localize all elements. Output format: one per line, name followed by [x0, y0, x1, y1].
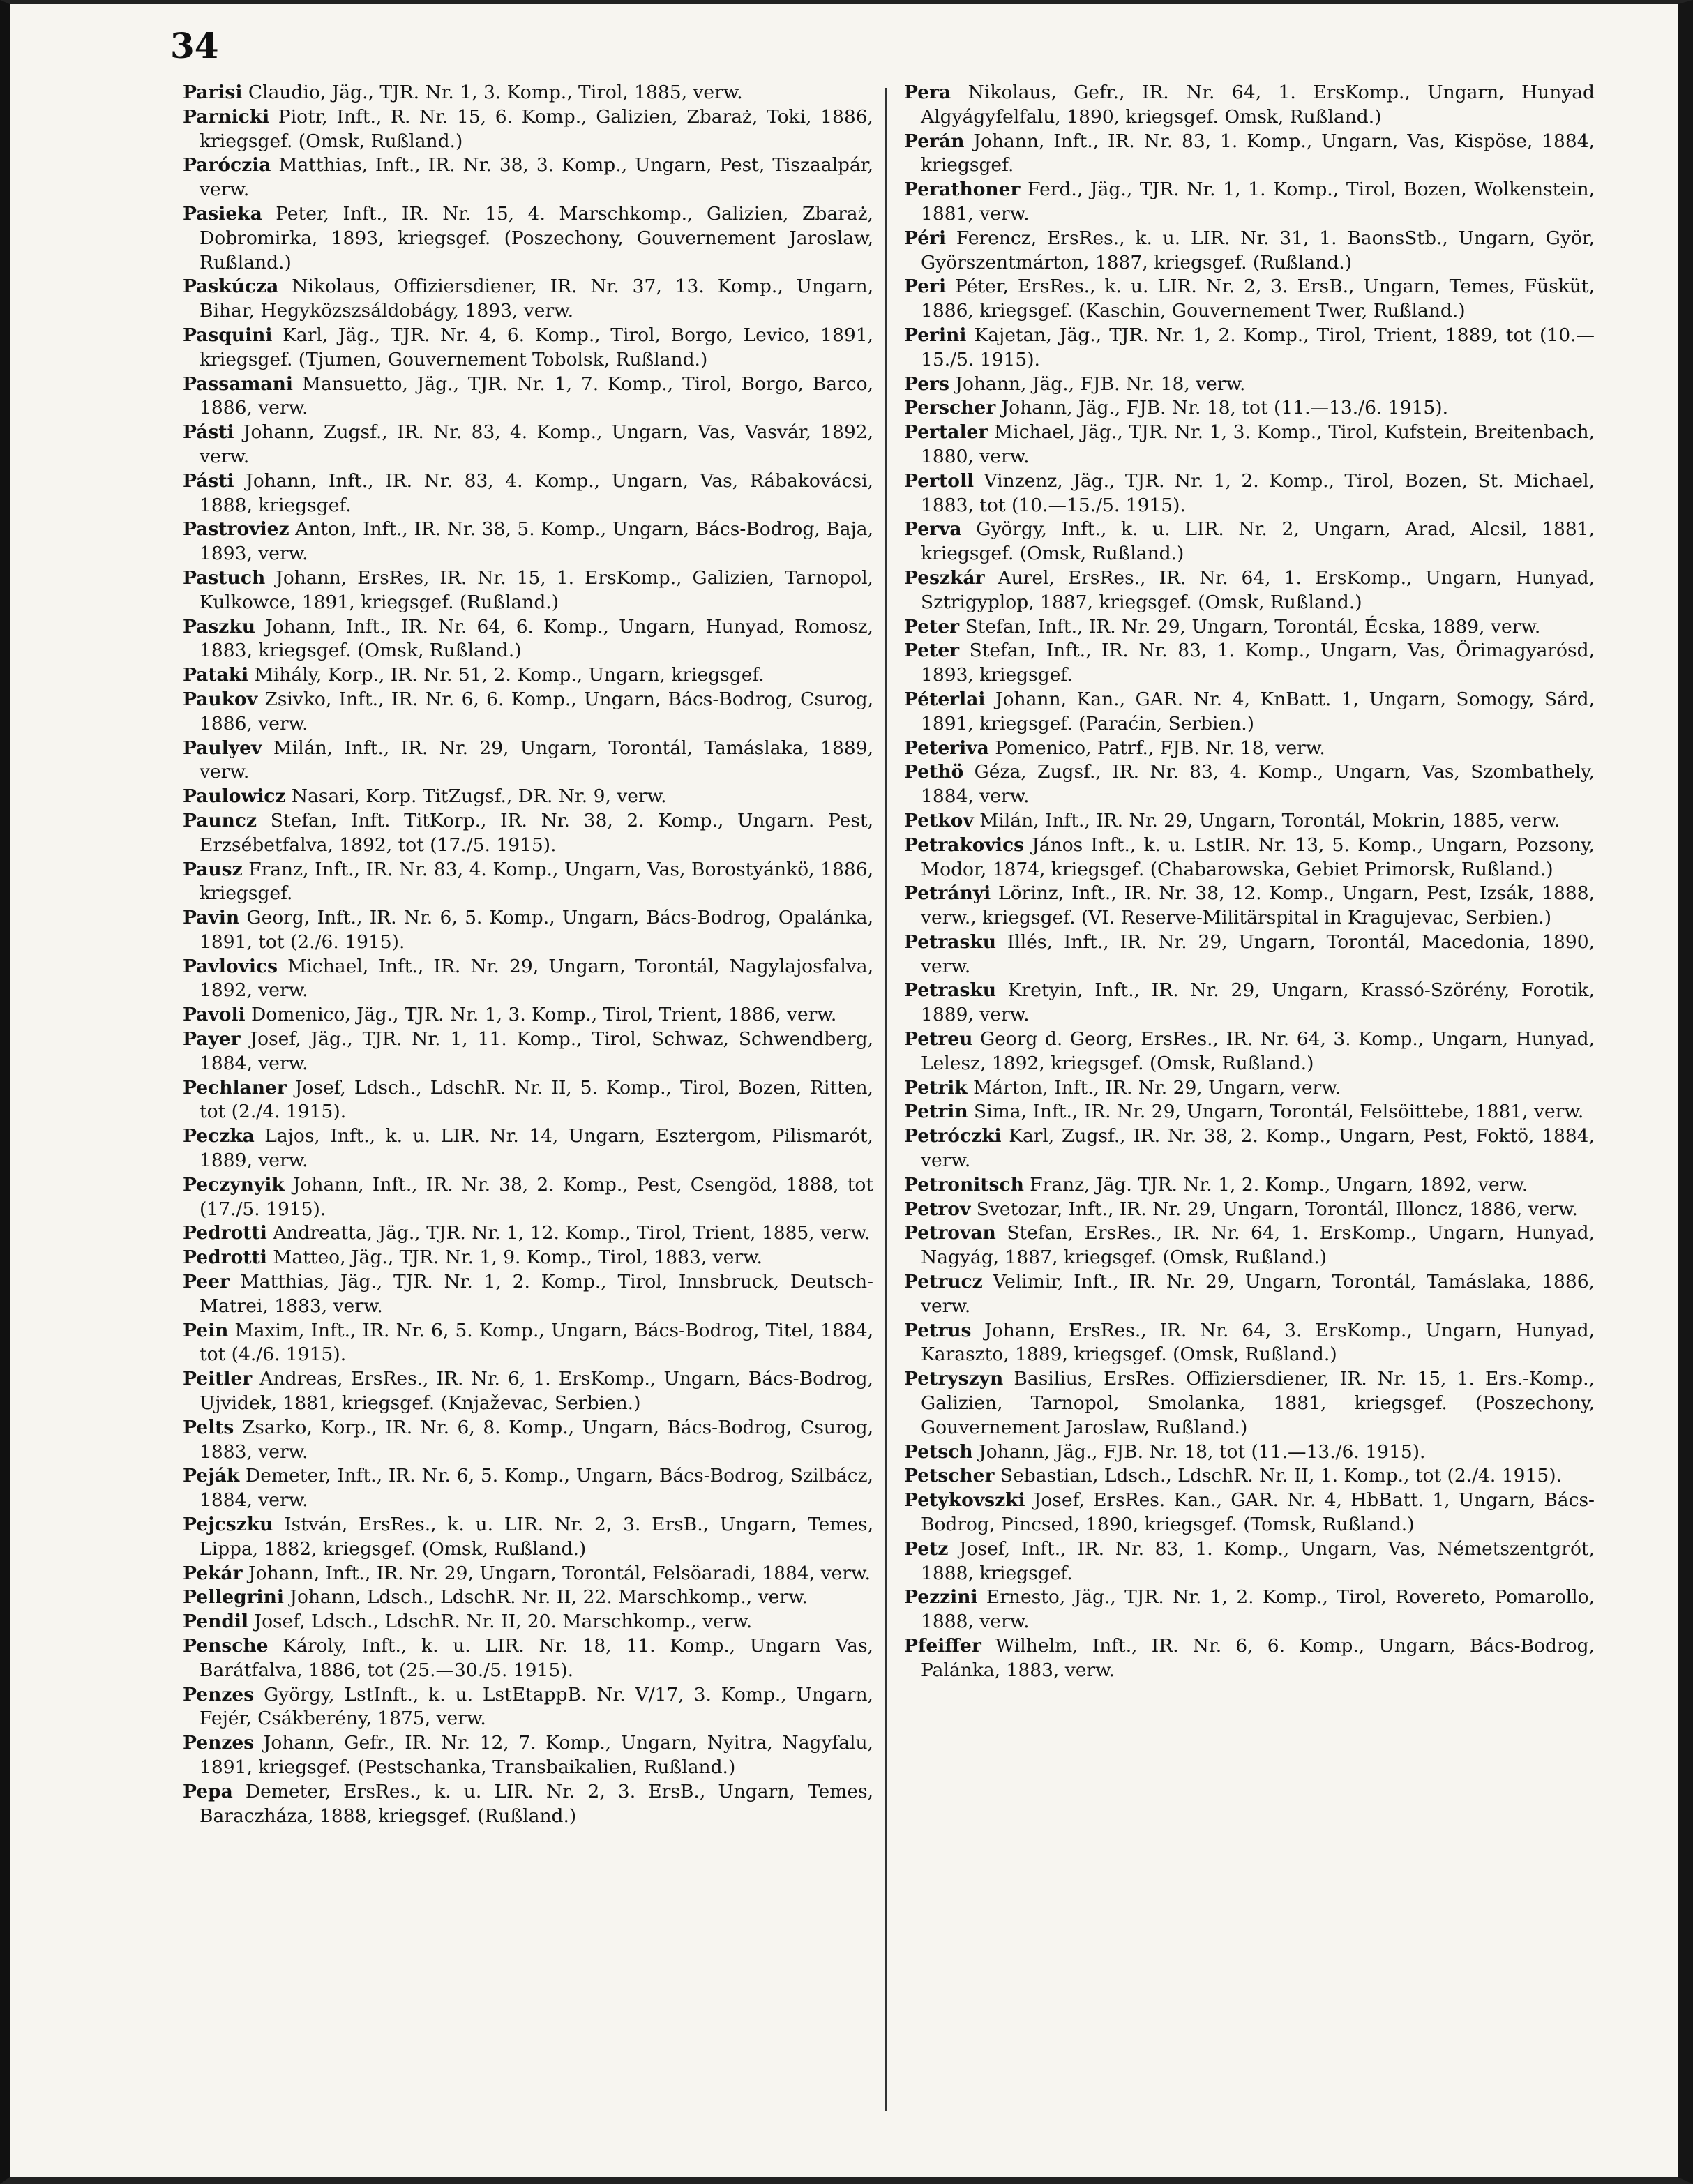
list-entry [904, 1440, 1595, 1465]
entry-details: Maxim, Inft., IR. Nr. 6, 5. Komp., Ungarn, Bács-Bodrog, Titel, 1884, tot (4./6. 1915). [200, 1319, 873, 1366]
entry-surname: Pasquini [183, 324, 273, 346]
list-entry [183, 858, 873, 907]
entry-details: Johann, Inft., IR. Nr. 64, 6. Komp., Ungarn, Hunyad, Romosz, 1883, kriegsgef. (Omsk, Rußland.) [200, 615, 873, 662]
list-entry [183, 1586, 873, 1610]
list-entry [183, 324, 873, 372]
entry-details: Nikolaus, Gefr., IR. Nr. 64, 1. ErsKomp., Ungarn, Hunyad Algyágyfelfalu, 1890, kriegsgef. Omsk, Rußland.) [921, 82, 1595, 128]
list-entry [904, 1198, 1595, 1222]
entry-details: Johann, Inft., IR. Nr. 38, 2. Komp., Pest, Csengöd, 1888, tot (17./5. 1915). [200, 1173, 873, 1220]
list-entry [183, 518, 873, 566]
entry-surname: Parnicki [183, 105, 270, 128]
entry-surname: Peer [183, 1271, 230, 1293]
entry-details: Demeter, ErsRes., k. u. LIR. Nr. 2, 3. ErsB., Ungarn, Temes, Baraczháza, 1888, kriegsgef. (Rußland.) [200, 1780, 873, 1827]
entry-surname: Petrus [904, 1319, 972, 1341]
entry-details: Ferd., Jäg., TJR. Nr. 1, 1. Komp., Tirol, Bozen, Wolkenstein, 1881, verw. [921, 179, 1595, 225]
list-entry [183, 906, 873, 955]
list-entry [183, 1780, 873, 1829]
entry-surname: Peri [904, 276, 947, 298]
entry-details: Kretyin, Inft., IR. Nr. 29, Ungarn, Krassó-Szörény, Forotik, 1889, verw. [921, 979, 1595, 1026]
entry-details: Ernesto, Jäg., TJR. Nr. 1, 2. Komp., Tirol, Rovereto, Pomarollo, 1888, verw. [921, 1586, 1595, 1633]
entry-details: Johann, ErsRes, IR. Nr. 15, 1. ErsKomp., Galizien, Tarnopol, Kulkowce, 1891, kriegsgef. (Rußland.) [200, 566, 873, 613]
list-entry [183, 1683, 873, 1732]
list-entry [183, 1731, 873, 1780]
list-entry [183, 372, 873, 421]
entry-details: Johann, Ldsch., LdschR. Nr. II, 22. Marschkomp., verw. [283, 1586, 808, 1609]
list-entry [904, 979, 1595, 1027]
entry-details: Johann, Jäg., FJB. Nr. 18, tot (11.—13./6. 1915). [995, 397, 1449, 419]
entry-surname: Paukov [183, 688, 258, 710]
entry-details: Peter, Inft., IR. Nr. 15, 4. Marschkomp., Galizien, Zbaraż, Dobromirka, 1893, kriegsgef. (Poszechony, Gouvernement Jaroslaw, Rußland.) [200, 202, 873, 273]
left-column [183, 81, 873, 1828]
entry-surname: Peczka [183, 1125, 255, 1147]
entry-surname: Penzes [183, 1683, 255, 1705]
entry-details: Wilhelm, Inft., IR. Nr. 6, 6. Komp., Ungarn, Bács-Bodrog, Palánka, 1883, verw. [921, 1635, 1595, 1681]
list-entry [183, 663, 873, 688]
entry-surname: Petkov [904, 809, 974, 831]
entry-surname: Peter [904, 615, 960, 638]
entry-surname: Pásti [183, 469, 234, 492]
entry-details: Johann, Kan., GAR. Nr. 4, KnBatt. 1, Ungarn, Somogy, Sárd, 1891, kriegsgef. (Paraćin, Serbien.) [921, 688, 1595, 735]
entry-surname: Petrasku [904, 931, 996, 953]
entry-details: Ferencz, ErsRes., k. u. LIR. Nr. 31, 1. BaonsStb., Ungarn, Györ, Györszentmárton, 1887, kriegsgef. (Rußland.) [921, 227, 1595, 273]
list-entry [183, 566, 873, 615]
entry-details: Velimir, Inft., IR. Nr. 29, Ungarn, Torontál, Tamáslaka, 1886, verw. [921, 1271, 1595, 1317]
entry-details: Josef, Ldsch., LdschR. Nr. II, 5. Komp., Tirol, Bozen, Ritten, tot (2./4. 1915). [200, 1076, 873, 1123]
list-entry [904, 1076, 1595, 1101]
entry-details: Svetozar, Inft., IR. Nr. 29, Ungarn, Torontál, Illoncz, 1886, verw. [970, 1198, 1578, 1220]
entry-surname: Paulyev [183, 737, 262, 759]
entry-surname: Pelts [183, 1416, 234, 1438]
list-entry [904, 1319, 1595, 1368]
list-entry [904, 566, 1595, 615]
list-entry [904, 1367, 1595, 1440]
list-entry [904, 737, 1595, 761]
entry-details: Michael, Jäg., TJR. Nr. 1, 3. Komp., Tirol, Kufstein, Breitenbach, 1880, verw. [921, 421, 1595, 467]
list-entry [183, 1562, 873, 1586]
entry-surname: Pasieka [183, 202, 262, 225]
list-entry [904, 834, 1595, 882]
entry-details: Johann, Inft., IR. Nr. 83, 1. Komp., Ungarn, Vas, Kispöse, 1884, kriegsgef. [921, 130, 1595, 176]
entry-surname: Pekár [183, 1562, 243, 1584]
entry-details: János Inft., k. u. LstIR. Nr. 13, 5. Komp., Ungarn, Pozsony, Modor, 1874, kriegsgef. (Chabarowska, Gebiet Primorsk, Rußland.) [921, 834, 1595, 880]
list-entry [904, 1221, 1595, 1270]
list-entry [904, 882, 1595, 931]
entry-surname: Pedrotti [183, 1247, 267, 1269]
entry-details: Johann, ErsRes., IR. Nr. 64, 3. ErsKomp., Ungarn, Hunyad, Karaszto, 1889, kriegsgef. (Omsk, Rußland.) [921, 1319, 1595, 1366]
list-entry [183, 275, 873, 324]
entry-details: György, LstInft., k. u. LstEtappB. Nr. V/17, 3. Komp., Ungarn, Fejér, Csákberény, 1875, verw. [200, 1683, 873, 1730]
list-entry [904, 1173, 1595, 1198]
entry-surname: Péri [904, 227, 947, 249]
entry-surname: Petrakovics [904, 834, 1025, 856]
list-entry [904, 1537, 1595, 1586]
column-divider [885, 88, 887, 2111]
entry-surname: Paulowicz [183, 785, 286, 808]
entry-details: Johann, Inft., IR. Nr. 29, Ungarn, Torontál, Felsöaradi, 1884, verw. [242, 1562, 871, 1584]
list-entry [904, 518, 1595, 566]
entry-surname: Petróczki [904, 1125, 1002, 1147]
list-entry [904, 760, 1595, 809]
entry-details: Josef, ErsRes. Kan., GAR. Nr. 4, HbBatt. 1, Ungarn, Bács-Bodrog, Pincsed, 1890, kriegsgef. (Tomsk, Rußland.) [921, 1489, 1595, 1536]
list-entry [183, 1124, 873, 1173]
list-entry [183, 1270, 873, 1319]
entry-details: Pomenico, Patrf., FJB. Nr. 18, verw. [988, 737, 1325, 759]
entry-surname: Paszku [183, 615, 255, 638]
list-entry [183, 785, 873, 809]
entry-surname: Péterlai [904, 688, 986, 710]
entry-surname: Parisi [183, 82, 243, 103]
list-entry [183, 202, 873, 275]
entry-details: Stefan, Inft., IR. Nr. 83, 1. Komp., Ungarn, Vas, Örimagyarósd, 1893, kriegsgef. [921, 640, 1595, 686]
entry-surname: Petscher [904, 1465, 995, 1487]
entry-details: Josef, Jäg., TJR. Nr. 1, 11. Komp., Tirol, Schwaz, Schwendberg, 1884, verw. [200, 1028, 873, 1074]
entry-surname: Pepa [183, 1780, 233, 1802]
list-entry [183, 737, 873, 785]
entry-details: Aurel, ErsRes., IR. Nr. 64, 1. ErsKomp., Ungarn, Hunyad, Sztrigyplop, 1887, kriegsgef. (Omsk, Rußland.) [921, 566, 1595, 613]
list-entry [904, 1586, 1595, 1634]
entry-details: Károly, Inft., k. u. LIR. Nr. 18, 11. Komp., Ungarn Vas, Barátfalva, 1886, tot (25.—30./5. 1915). [200, 1635, 873, 1681]
entry-surname: Peják [183, 1465, 240, 1487]
entry-details: Claudio, Jäg., TJR. Nr. 1, 3. Komp., Tirol, 1885, verw. [242, 82, 743, 103]
entry-surname: Pataki [183, 664, 249, 686]
entry-details: Domenico, Jäg., TJR. Nr. 1, 3. Komp., Tirol, Trient, 1886, verw. [245, 1004, 837, 1026]
right-column [904, 81, 1595, 1683]
entry-details: Zsivko, Inft., IR. Nr. 6, 6. Komp., Ungarn, Bács-Bodrog, Csurog, 1886, verw. [200, 688, 873, 735]
list-entry [183, 105, 873, 154]
list-entry [183, 1246, 873, 1270]
list-entry [183, 688, 873, 737]
list-entry [904, 1027, 1595, 1076]
entry-details: Nasari, Korp. TitZugsf., DR. Nr. 9, verw. [285, 785, 667, 808]
entry-surname: Petrasku [904, 979, 996, 1002]
list-entry [904, 227, 1595, 276]
page-number: 34 [170, 25, 219, 66]
list-entry [183, 1416, 873, 1465]
entry-surname: Perini [904, 324, 967, 346]
entry-details: Karl, Jäg., TJR. Nr. 4, 6. Komp., Tirol, Borgo, Levico, 1891, kriegsgef. (Tjumen, Gouvernement Tobolsk, Rußland.) [200, 324, 873, 370]
entry-surname: Passamani [183, 372, 293, 395]
list-entry [183, 1319, 873, 1368]
entry-surname: Pavlovics [183, 955, 278, 977]
entry-details: Milán, Inft., IR. Nr. 29, Ungarn, Torontál, Tamáslaka, 1889, verw. [200, 737, 873, 783]
entry-details: Georg, Inft., IR. Nr. 6, 5. Komp., Ungarn, Bács-Bodrog, Opalánka, 1891, tot (2./6. 1915). [200, 907, 873, 953]
entry-details: Demeter, Inft., IR. Nr. 6, 5. Komp., Ungarn, Bács-Bodrog, Szilbácz, 1884, verw. [200, 1465, 873, 1512]
entry-details: Vinzenz, Jäg., TJR. Nr. 1, 2. Komp., Tirol, Bozen, St. Michael, 1883, tot (10.—15./5. 1915). [921, 469, 1595, 516]
entry-surname: Pfeiffer [904, 1635, 981, 1657]
list-entry [183, 1634, 873, 1683]
entry-details: Mihály, Korp., IR. Nr. 51, 2. Komp., Ungarn, kriegsgef. [248, 664, 765, 686]
entry-surname: Peter [904, 640, 960, 662]
list-entry [904, 421, 1595, 469]
entry-surname: Pezzini [904, 1586, 978, 1609]
entry-surname: Petryszyn [904, 1368, 1004, 1390]
entry-surname: Pertaler [904, 421, 988, 444]
entry-details: Géza, Zugsf., IR. Nr. 83, 4. Komp., Ungarn, Vas, Szombathely, 1884, verw. [921, 761, 1595, 808]
list-entry [183, 1367, 873, 1416]
entry-surname: Paskúcza [183, 276, 279, 298]
entry-details: Márton, Inft., IR. Nr. 29, Ungarn, verw. [967, 1076, 1341, 1099]
entry-surname: Petz [904, 1537, 949, 1560]
entry-surname: Petykovszki [904, 1489, 1025, 1512]
entry-details: Matteo, Jäg., TJR. Nr. 1, 9. Komp., Tirol, 1883, verw. [266, 1247, 762, 1269]
entry-surname: Payer [183, 1028, 241, 1050]
list-entry [904, 809, 1595, 834]
entry-surname: Pensche [183, 1635, 269, 1657]
entry-details: Georg d. Georg, ErsRes., IR. Nr. 64, 3. Komp., Ungarn, Hunyad, Lelesz, 1892, kriegsgef. (Omsk, Rußland.) [921, 1028, 1595, 1074]
entry-details: Mansuetto, Jäg., TJR. Nr. 1, 7. Komp., Tirol, Borgo, Barco, 1886, verw. [200, 372, 873, 419]
entry-surname: Pejcszku [183, 1514, 273, 1536]
entry-details: Sima, Inft., IR. Nr. 29, Ungarn, Torontál, Felsöittebe, 1881, verw. [968, 1101, 1584, 1123]
entry-surname: Petrovan [904, 1222, 996, 1244]
list-entry [904, 639, 1595, 688]
entry-surname: Penzes [183, 1732, 255, 1754]
entry-surname: Pausz [183, 858, 243, 880]
entry-details: Johann, Jäg., FJB. Nr. 18, verw. [949, 372, 1246, 395]
list-entry [183, 153, 873, 202]
list-entry [904, 931, 1595, 979]
entry-surname: Pásti [183, 421, 234, 444]
entry-details: Anton, Inft., IR. Nr. 38, 5. Komp., Ungarn, Bács-Bodrog, Baja, 1893, verw. [200, 518, 873, 565]
list-entry [904, 81, 1595, 130]
entry-details: Péter, ErsRes., k. u. LIR. Nr. 2, 3. ErsB., Ungarn, Temes, Füsküt, 1886, kriegsgef. (Kaschin, Gouvernement Twer, Rußland.) [921, 276, 1595, 322]
entry-surname: Pellegrini [183, 1586, 284, 1609]
list-entry [904, 130, 1595, 179]
entry-details: Basilius, ErsRes. Offiziersdiener, IR. Nr. 15, 1. Ers.-Komp., Galizien, Tarnopol, Smolanka, 1881, kriegsgef. (Poszechony, Gouvernement Jaroslaw, Rußland.) [921, 1368, 1595, 1438]
entry-surname: Peitler [183, 1368, 253, 1390]
list-entry [183, 1076, 873, 1125]
entry-surname: Pedrotti [183, 1222, 267, 1244]
entry-surname: Pavoli [183, 1004, 246, 1026]
list-entry [904, 1124, 1595, 1173]
entry-surname: Pertoll [904, 469, 975, 492]
entry-surname: Petreu [904, 1028, 973, 1050]
entry-details: György, Inft., k. u. LIR. Nr. 2, Ungarn, Arad, Alcsil, 1881, kriegsgef. (Omsk, Rußland.) [921, 518, 1595, 565]
entry-details: Lajos, Inft., k. u. LIR. Nr. 14, Ungarn, Esztergom, Pilismarót, 1889, verw. [200, 1125, 873, 1172]
entry-surname: Peszkár [904, 566, 985, 589]
list-entry [904, 1100, 1595, 1124]
entry-surname: Petronitsch [904, 1173, 1024, 1196]
entry-details: Johann, Zugsf., IR. Nr. 83, 4. Komp., Ungarn, Vas, Vasvár, 1892, verw. [200, 421, 873, 467]
list-entry [183, 421, 873, 469]
entry-surname: Pers [904, 372, 949, 395]
entry-details: Andreatta, Jäg., TJR. Nr. 1, 12. Komp., Tirol, Trient, 1885, verw. [266, 1222, 871, 1244]
entry-details: Johann, Inft., IR. Nr. 83, 4. Komp., Ungarn, Vas, Rábakovácsi, 1888, kriegsgef. [200, 469, 873, 516]
entry-surname: Petrov [904, 1198, 971, 1220]
entry-details: Josef, Ldsch., LdschR. Nr. II, 20. Marschkomp., verw. [248, 1611, 753, 1633]
entry-details: Stefan, Inft. TitKorp., IR. Nr. 38, 2. Komp., Ungarn. Pest, Erzsébetfalva, 1892, tot (17./5. 1915). [200, 809, 873, 856]
list-entry [183, 1610, 873, 1634]
entry-surname: Perán [904, 130, 965, 152]
list-entry [183, 1464, 873, 1513]
list-entry [183, 1027, 873, 1076]
entry-details: Milán, Inft., IR. Nr. 29, Ungarn, Torontál, Mokrin, 1885, verw. [973, 809, 1560, 831]
entry-details: Michael, Inft., IR. Nr. 29, Ungarn, Torontál, Nagylajosfalva, 1892, verw. [200, 955, 873, 1002]
entry-surname: Pastuch [183, 566, 266, 589]
entry-details: Zsarko, Korp., IR. Nr. 6, 8. Komp., Ungarn, Bács-Bodrog, Csurog, 1883, verw. [200, 1416, 873, 1463]
entry-details: Kajetan, Jäg., TJR. Nr. 1, 2. Komp., Tirol, Trient, 1889, tot (10.—15./5. 1915). [921, 324, 1595, 370]
list-entry [183, 1173, 873, 1222]
entry-details: Karl, Zugsf., IR. Nr. 38, 2. Komp., Ungarn, Pest, Foktö, 1884, verw. [921, 1125, 1595, 1172]
entry-details: Illés, Inft., IR. Nr. 29, Ungarn, Torontál, Macedonia, 1890, verw. [921, 931, 1595, 977]
entry-surname: Pavin [183, 907, 240, 929]
entry-surname: Pethö [904, 761, 964, 783]
entry-surname: Pechlaner [183, 1076, 287, 1099]
entry-surname: Petrik [904, 1076, 968, 1099]
list-entry [904, 688, 1595, 737]
entry-details: Johann, Gefr., IR. Nr. 12, 7. Komp., Ungarn, Nyitra, Nagyfalu, 1891, kriegsgef. (Pestschanka, Transbaikalien, Rußland.) [200, 1732, 873, 1778]
entry-details: Stefan, Inft., IR. Nr. 29, Ungarn, Torontál, Écska, 1889, verw. [959, 615, 1541, 638]
entry-surname: Perathoner [904, 179, 1021, 201]
list-entry [904, 1489, 1595, 1537]
entry-surname: Pein [183, 1319, 229, 1341]
list-entry [904, 275, 1595, 324]
list-entry [183, 615, 873, 664]
list-entry [904, 1270, 1595, 1319]
entry-surname: Petrucz [904, 1271, 983, 1293]
entry-details: Matthias, Jäg., TJR. Nr. 1, 2. Komp., Tirol, Innsbruck, Deutsch-Matrei, 1883, verw. [200, 1271, 873, 1317]
entry-surname: Pendil [183, 1611, 249, 1633]
entry-surname: Pauncz [183, 809, 257, 831]
list-entry [904, 372, 1595, 397]
list-entry [904, 469, 1595, 518]
list-entry [183, 1221, 873, 1246]
entry-details: Lörinz, Inft., IR. Nr. 38, 12. Komp., Ungarn, Pest, Izsák, 1888, verw., kriegsgef. (VI. Reserve-Militärspital in Kragujevac, Serbien.) [921, 882, 1595, 929]
list-entry [183, 955, 873, 1004]
entry-surname: Peteriva [904, 737, 989, 759]
entry-surname: Petrin [904, 1101, 968, 1123]
list-entry [904, 1464, 1595, 1489]
entry-details: Sebastian, Ldsch., LdschR. Nr. II, 1. Komp., tot (2./4. 1915). [994, 1465, 1562, 1487]
entry-details: Josef, Inft., IR. Nr. 83, 1. Komp., Ungarn, Vas, Németszentgrót, 1888, kriegsgef. [921, 1537, 1595, 1584]
list-entry [904, 324, 1595, 372]
entry-details: Franz, Inft., IR. Nr. 83, 4. Komp., Ungarn, Vas, Borostyánkö, 1886, kriegsgef. [200, 858, 873, 905]
entry-details: Nikolaus, Offiziersdiener, IR. Nr. 37, 13. Komp., Ungarn, Bihar, Hegyközszsáldobágy, 1893, verw. [200, 276, 873, 322]
entry-details: István, ErsRes., k. u. LIR. Nr. 2, 3. ErsB., Ungarn, Temes, Lippa, 1882, kriegsgef. (Omsk, Rußland.) [200, 1514, 873, 1560]
list-entry [904, 615, 1595, 640]
list-entry [183, 1513, 873, 1562]
list-entry [904, 396, 1595, 421]
list-entry [183, 469, 873, 518]
list-entry [904, 1634, 1595, 1683]
entry-details: Stefan, ErsRes., IR. Nr. 64, 1. ErsKomp., Ungarn, Hunyad, Nagyág, 1887, kriegsgef. (Omsk, Rußland.) [921, 1222, 1595, 1269]
entry-surname: Parócziа [183, 154, 271, 176]
list-entry [183, 81, 873, 105]
entry-details: Andreas, ErsRes., IR. Nr. 6, 1. ErsKomp., Ungarn, Bács-Bodrog, Ujvidek, 1881, kriegsgef. (Knjaževac, Serbien.) [200, 1368, 873, 1415]
list-entry [183, 809, 873, 858]
entry-surname: Pera [904, 82, 951, 103]
entry-details: Johann, Jäg., FJB. Nr. 18, tot (11.—13./6. 1915). [972, 1440, 1426, 1463]
entry-details: Piotr, Inft., R. Nr. 15, 6. Komp., Galizien, Zbaraż, Toki, 1886, kriegsgef. (Omsk, Rußland.) [200, 105, 873, 152]
entry-surname: Peczynyik [183, 1173, 285, 1196]
list-entry [183, 1003, 873, 1027]
list-entry [904, 178, 1595, 227]
entry-surname: Perscher [904, 397, 996, 419]
entry-surname: Petsch [904, 1440, 973, 1463]
entry-surname: Petrányi [904, 882, 991, 905]
entry-surname: Pastroviez [183, 518, 289, 541]
entry-surname: Perva [904, 518, 962, 541]
entry-details: Franz, Jäg. TJR. Nr. 1, 2. Komp., Ungarn, 1892, verw. [1023, 1173, 1528, 1196]
entry-details: Matthias, Inft., IR. Nr. 38, 3. Komp., Ungarn, Pest, Tiszaalpár, verw. [200, 154, 873, 201]
